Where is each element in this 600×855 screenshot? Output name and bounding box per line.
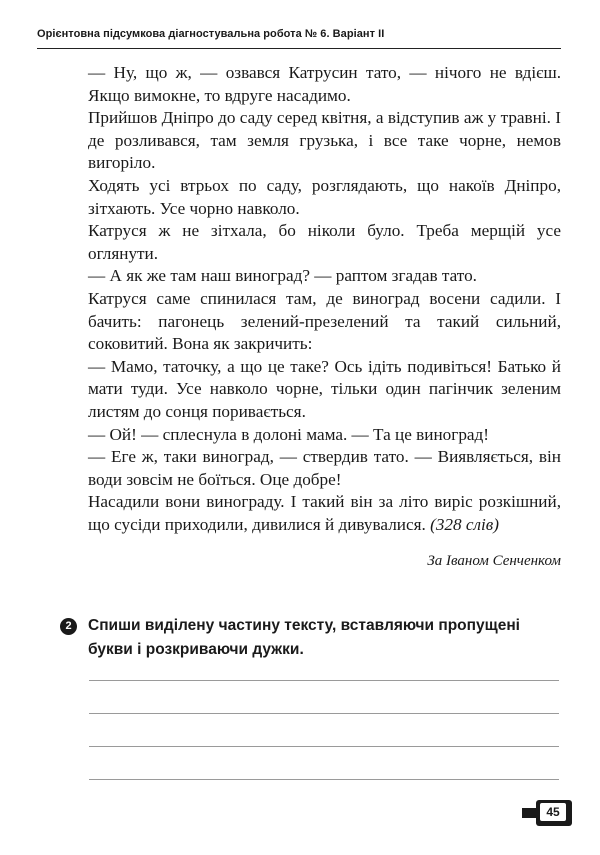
word-count: (328 слів) — [430, 514, 499, 534]
page-header: Орієнтовна підсумкова діагностувальна робота № 6. Варіант ІІ — [37, 28, 385, 40]
paragraph-9: — Еге ж, таки виноград, — ствердив тато. — Виявляється, він води зовсім не боїться. Оце добре! — [88, 447, 561, 489]
paragraph-10 — [88, 491, 561, 536]
answer-line[interactable] — [89, 746, 559, 747]
answer-line[interactable] — [89, 779, 559, 780]
paragraph-3: Ходять усі втрьох по саду, розглядають, що накоїв Дніпро, зітхають. Усе чорно навколо. — [88, 175, 561, 218]
paragraph-6: Катруся саме спинилася там, де виноград восени садили. І бачить: пагонець зелений-презелений та такий сильний, соковитий. Вона як закричить: — [88, 288, 561, 354]
paragraph-4: Катруся ж не зітхала, бо ніколи було. Треба мерщій усе оглянути. — [88, 221, 561, 263]
task-number-badge: 2 — [60, 618, 77, 635]
dictation-text — [88, 62, 561, 536]
answer-line[interactable] — [89, 680, 559, 681]
paragraph-1: — Ну, що ж, — озвався Катрусин тато, — нічого не вдієш. Якщо вимокне, то вдруге насадимо. — [88, 63, 561, 105]
answer-line[interactable] — [89, 713, 559, 714]
page-number-box — [536, 800, 572, 826]
last-paragraph-text: Насадили вони винограду. І такий він за літо виріс розкішний, що сусіди приходили, дивилися й дивувалися. — [88, 492, 561, 534]
paragraph-7: — Мамо, таточку, а що це таке? Ось ідіть подивіться! Батько й мати туди. Усе навколо чорне, тільки один пагінчик зеленим листям до сонця поривається. — [88, 356, 561, 421]
page-number-tab — [522, 800, 600, 826]
page-number: 45 — [540, 803, 566, 821]
header-divider — [37, 48, 561, 49]
task-instruction: Спиши виділену частину тексту, вставляючи пропущені букви і розкриваючи дужки. — [88, 617, 520, 658]
paragraph-5: — А як же там наш виноград? — раптом згадав тато. — [88, 266, 477, 286]
page-tab-stripe — [522, 808, 536, 818]
text-author: За Іваном Сенченком — [427, 553, 561, 569]
paragraph-2: Прийшов Дніпро до саду серед квітня, а відступив аж у травні. І де розливався, там земля грузька, і все таке чорне, немов вигоріло. — [88, 108, 561, 173]
paragraph-8: — Ой! — сплеснула в долоні мама. — Та це виноград! — [88, 424, 490, 444]
